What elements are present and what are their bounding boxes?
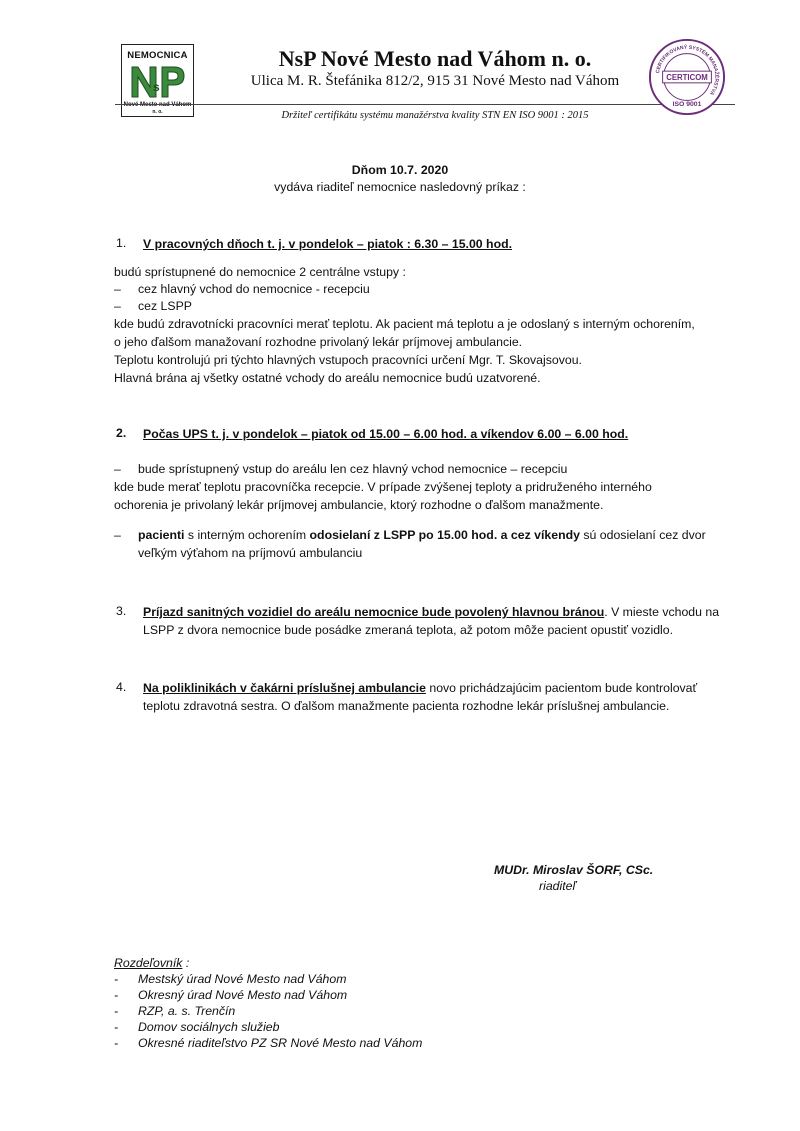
section-3-line: LSPP z dvora nemocnice bude posádke zmeraná teplota, až potom môže pacient opustiť vozidlo. (143, 623, 674, 637)
section-1-number: 1. (116, 236, 127, 250)
hospital-title: NsP Nové Mesto nad Váhom n. o. (278, 46, 592, 71)
order-subtitle: vydáva riaditeľ nemocnice nasledovný príkaz : (274, 180, 526, 194)
order-date: Dňom 10.7. 2020 (351, 163, 449, 177)
logo-top-text: NEMOCNICA (127, 50, 188, 61)
section-2-bullet: – bude sprístupnený vstup do areálu len cez hlavný vchod nemocnice – recepciu (114, 462, 568, 476)
section-3-number: 3. (116, 604, 127, 618)
section-1-heading: V pracovných dňoch t. j. v pondelok – piatok : 6.30 – 15.00 hod. (143, 237, 513, 251)
section-1-line: kde budú zdravotnícki pracovníci merať teplotu. Ak pacient má teplotu a je odoslaný s interným ochorením, (114, 317, 695, 331)
section-1-line: Teplotu kontrolujú pri týchto hlavných vstupoch pracovníci určení Mgr. T. Skovajsovou. (114, 353, 582, 367)
seal-brand: CERTICOM (666, 72, 708, 82)
logo-nsp-mark (128, 61, 188, 101)
section-1-bullet: – cez hlavný vchod do nemocnice - recepciu (114, 282, 370, 296)
section-2-number: 2. (116, 426, 127, 440)
distribution-item: - Domov sociálnych služieb (114, 1020, 280, 1034)
section-2-line: veľkým výťahom na príjmovú ambulanciu (138, 546, 363, 560)
signatory-name: MUDr. Miroslav ŠORF, CSc. (494, 863, 654, 877)
distribution-title: Rozdeľovník : (114, 956, 190, 970)
section-1-line: o jeho ďalšom manažovaní rozhodne privolaný lekár príjmovej ambulancie. (114, 335, 523, 349)
svg-text:s: s (153, 80, 160, 94)
seal-ring-text: CERTIFIKOVANÝ SYSTÉM MANAŽÉRSTVA (654, 44, 720, 97)
section-4-number: 4. (116, 680, 127, 694)
distribution-item: - Okresné riaditeľstvo PZ SR Nové Mesto nad Váhom (114, 1036, 423, 1050)
section-3-heading: Príjazd sanitných vozidiel do areálu nemocnice bude povolený hlavnou bránou. V mieste vchodu na (143, 605, 720, 619)
seal-iso: ISO 9001 (672, 101, 702, 109)
logo-subtitle: Nové Mesto nad Váhom (123, 102, 192, 108)
hospital-address: Ulica M. R. Štefánika 812/2, 915 31 Nové Mesto nad Váhom (250, 73, 620, 89)
distribution-item: - RZP, a. s. Trenčín (114, 1004, 236, 1018)
signatory-role: riaditeľ (539, 879, 576, 893)
section-2-line: kde bude merať teplotu pracovníčka recepcie. V prípade zvýšenej teploty a pridruženého interného (114, 480, 652, 494)
hospital-logo (121, 44, 194, 117)
section-4-line: teplotu zdravotná sestra. O ďalšom manažmente pacienta rozhodne lekár príslušnej ambulancie. (143, 699, 670, 713)
section-1-bullet: – cez LSPP (114, 299, 192, 313)
section-2-bullet: – pacienti s interným ochorením odosielaní z LSPP po 15.00 hod. a cez víkendy sú odosielaní cez dvor (114, 528, 706, 542)
distribution-item: - Okresný úrad Nové Mesto nad Váhom (114, 988, 348, 1002)
distribution-item: - Mestský úrad Nové Mesto nad Váhom (114, 972, 347, 986)
section-1-line: Hlavná brána aj všetky ostatné vchody do areálu nemocnice budú uzatvorené. (114, 371, 541, 385)
section-2-heading: Počas UPS t. j. v pondelok – piatok od 15.00 – 6.00 hod. a víkendov 6.00 – 6.00 hod. (143, 427, 629, 441)
section-4-heading: Na poliklinikách v čakárni príslušnej ambulancie novo prichádzajúcim pacientom bude kontrolovať (143, 681, 698, 695)
section-2-line: ochorenia je privolaný lekár príjmovej ambulancie, ktorý rozhodne o ďalšom manažmente. (114, 498, 604, 512)
section-1-line: budú sprístupnené do nemocnice 2 centrálne vstupy : (114, 265, 406, 279)
certificate-line: Držiteľ certifikátu systému manažérstva kvality STN EN ISO 9001 : 2015 (281, 110, 589, 121)
logo-subtitle-2: n. o. (152, 109, 163, 115)
header-divider (115, 104, 735, 105)
iso-certification-seal (648, 38, 726, 116)
